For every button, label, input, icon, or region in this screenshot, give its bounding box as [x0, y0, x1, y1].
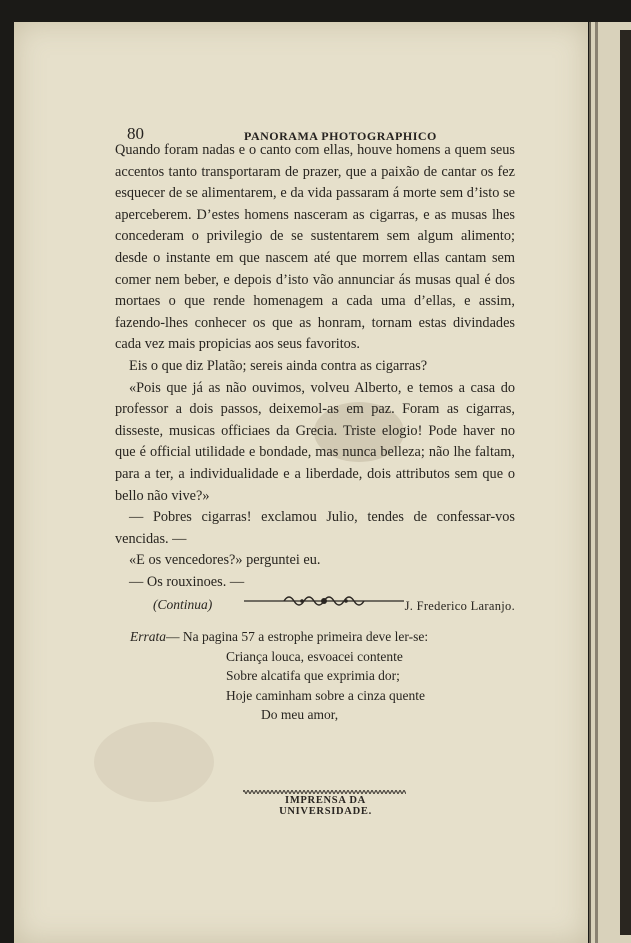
- background-strip: [620, 30, 631, 935]
- printer-imprint: IMPRENSA DA UNIVERSIDADE.: [279, 795, 372, 817]
- errata-poem: [226, 647, 490, 725]
- running-header: [14, 110, 588, 143]
- book-spine: [595, 22, 598, 943]
- poem-line: Criança louca, esvoacei contente: [226, 648, 403, 664]
- running-title: PANORAMA PHOTOGRAPHICO: [244, 129, 437, 143]
- paragraph: «Pois que já as não ouvimos, volveu Alberto, e temos a casa do professor a dois passos, deixemol-as em paz. Foram as cigarras, disseste, musicas officiaes da Grecia. Triste elogio! Pode haver no que é official utilidade e bondade, mas nunca belleza; não lhe faltam, para a ter, a individualidade e a liberdade, dois attributos sem que o bello não vive?»: [115, 379, 515, 504]
- ornament-divider: [244, 590, 404, 612]
- errata-label: Errata: [130, 629, 167, 644]
- paragraph: Quando foram nadas e o canto com ellas, houve homens a quem seus accentos tanto transportaram de prazer, que a paixão de cantar os fez esquecer de se alimentarem, e da vida passaram á morte sem d’isto se aperceberem. D’estes homens nasceram as cigarras, e as musas lhes concederam o privilegio de se sustentarem sem algum alimento; desde o instante em que nascem até que morrem ellas cantam sem comer nem beber, e depois d’isto vão annunciar ás musas qual é dos mortaes o que rende homenagem a cada uma d’ellas, e assim, fazendo-lhes conhecer os que as honram, tornam estas divindades cada vez mais propicias aos seus favoritos.: [115, 142, 515, 353]
- paragraph: — Pobres cigarras! exclamou Julio, tendes de confessar-vos vencidas. —: [115, 509, 515, 547]
- paper-stain: [94, 722, 214, 802]
- author-signature: J. Frederico Laranjo.: [404, 599, 515, 614]
- poem-line: Do meu amor,: [261, 707, 339, 723]
- errata-section: [130, 627, 490, 725]
- page-number: 80: [127, 124, 144, 143]
- poem-line: Hoje caminham sobre a cinza quente: [226, 687, 426, 703]
- paragraph: Eis o que diz Platão; sereis ainda contra as cigarras?: [129, 357, 428, 374]
- errata-intro: [130, 627, 490, 647]
- main-text: [115, 140, 515, 616]
- paragraph: «E os vencedores?» perguntei eu.: [129, 552, 321, 569]
- continua-note: (Continua): [153, 597, 213, 613]
- errata-intro-text: — Na pagina 57 a estrophe primeira deve ler-se:: [166, 629, 429, 644]
- poem-line: Sobre alcatifa que exprimia dor;: [226, 668, 400, 684]
- paragraph: — Os rouxinoes. —: [129, 573, 245, 590]
